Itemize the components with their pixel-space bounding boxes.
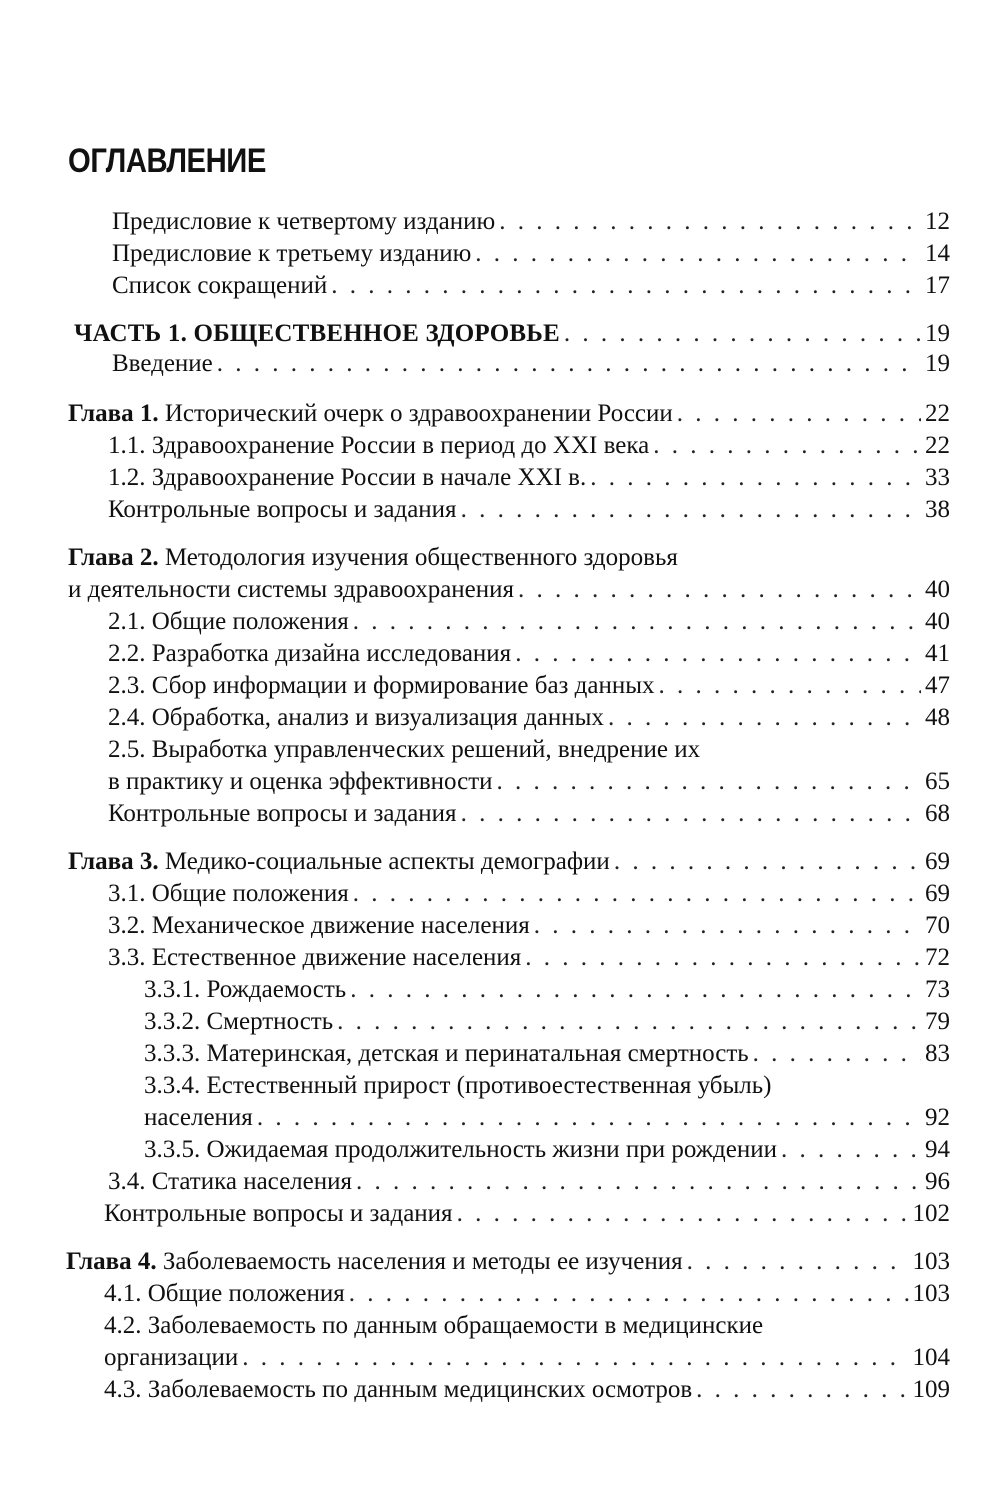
dot-leader [461,494,921,526]
dot-leader [461,798,921,830]
dot-leader [457,1198,909,1230]
page-number: 103 [912,1248,950,1275]
toc-entry [108,766,950,798]
chapter-name: Медико-социальные аспекты демографии [164,848,610,875]
toc-entry-title: 3.1. Общие положения [108,880,349,907]
dot-leader [518,574,921,606]
toc-entry [104,1310,950,1342]
toc-entry [112,348,950,380]
chapter-label: Глава 2. [68,544,159,571]
dot-leader [242,1342,908,1374]
toc-entry [104,1198,950,1230]
dot-leader [353,606,921,638]
page-number: 103 [912,1280,950,1307]
page-number: 40 [925,576,950,603]
dot-leader [608,702,921,734]
dot-leader [515,638,921,670]
dot-leader [497,766,921,798]
page-number: 96 [925,1168,950,1195]
dot-leader [590,462,921,494]
toc-entry-title [68,542,678,574]
toc-entry [108,942,950,974]
toc-entry-title: 3.3.2. Смертность [144,1008,334,1035]
dot-leader [677,398,921,430]
toc-entry-title [66,1246,683,1278]
toc-entry [66,1246,950,1278]
toc-entry [104,1278,950,1310]
toc-entry-title: 3.3.5. Ожидаемая продолжительность жизни при рождении [144,1136,778,1163]
toc-entry-title: ЧАСТЬ 1. ОБЩЕСТВЕННОЕ ЗДОРОВЬЕ [74,320,560,347]
page-number: 47 [925,672,950,699]
dot-leader [696,1374,908,1406]
toc-entry [108,430,950,462]
page-number: 68 [925,800,950,827]
toc-entry [108,702,950,734]
toc-entry-title: Список сокращений [112,272,328,299]
page-number: 79 [925,1008,950,1035]
toc-entry [108,670,950,702]
chapter-name: Заболеваемость населения и методы ее изучения [162,1248,683,1275]
toc-entry-title: Предисловие к четвертому изданию [112,208,496,235]
toc-entry [68,574,950,606]
page-number: 14 [925,240,950,267]
toc-entry [108,878,950,910]
toc-entry [74,318,950,350]
toc-entry-title: 3.3.3. Материнская, детская и перинатальная смертность [144,1040,749,1067]
dot-leader [257,1102,921,1134]
toc-entry [108,606,950,638]
toc-entry [108,734,950,766]
toc-entry [108,638,950,670]
dot-leader [353,878,921,910]
chapter-name: Методология изучения общественного здоровья [164,544,678,571]
page-number: 104 [912,1344,950,1371]
toc-entry [104,1342,950,1374]
dot-leader [564,318,921,350]
toc-entry-title: 3.3. Естественное движение населения [108,944,522,971]
page-number: 17 [925,272,950,299]
toc-entry-title: организации [104,1344,239,1371]
dot-leader [217,348,921,380]
page-number: 22 [925,432,950,459]
toc-entry-title: Контрольные вопросы и задания [108,800,457,827]
page-number: 70 [925,912,950,939]
toc-entry-title: 2.3. Сбор информации и формирование баз данных [108,672,655,699]
toc-entry-title: 2.4. Обработка, анализ и визуализация данных [108,704,604,731]
toc-entry-title: 3.4. Статика населения [108,1168,352,1195]
toc-entry [108,462,950,494]
dot-leader [534,910,921,942]
page-title: ОГЛАВЛЕНИЕ [68,142,266,180]
chapter-label: Глава 1. [68,400,159,427]
toc-entry-title: в практику и оценка эффективности [108,768,493,795]
page-number: 12 [925,208,950,235]
dot-leader [659,670,921,702]
page-number: 19 [925,320,950,347]
page-number: 41 [925,640,950,667]
page-number: 40 [925,608,950,635]
page-number: 33 [925,464,950,491]
toc-entry [112,270,950,302]
toc-entry-title: 4.1. Общие положения [104,1280,345,1307]
toc-entry [144,1102,950,1134]
dot-leader [475,238,921,270]
page-number: 109 [912,1376,950,1403]
toc-entry-title: 3.3.4. Естественный прирост (противоестественная убыль) [144,1072,772,1099]
toc-entry-title: и деятельности системы здравоохранения [68,576,515,603]
toc-entry [108,494,950,526]
page-number: 69 [925,848,950,875]
toc-entry [108,1166,950,1198]
toc-entry [104,1374,950,1406]
toc-entry [108,798,950,830]
toc-entry-title: 4.3. Заболеваемость по данным медицинских осмотров [104,1376,693,1403]
chapter-name: Исторический очерк о здравоохранении России [164,400,673,427]
dot-leader [653,430,921,462]
toc-entry [144,1070,950,1102]
page-number: 83 [925,1040,950,1067]
page-number: 102 [912,1200,950,1227]
dot-leader [337,1006,921,1038]
chapter-label: Глава 3. [68,848,159,875]
toc-entry-title: 1.1. Здравоохранение России в период до XXI века [108,432,650,459]
dot-leader [356,1166,921,1198]
toc-entry [68,542,950,574]
toc-entry [68,846,950,878]
page-number: 94 [925,1136,950,1163]
toc-entry-title: Предисловие к третьему изданию [112,240,472,267]
toc-entry-title: населения [144,1104,253,1131]
toc-entry-title: 3.3.1. Рождаемость [144,976,347,1003]
toc-entry [112,238,950,270]
page-number: 72 [925,944,950,971]
dot-leader [753,1038,921,1070]
page-number: 65 [925,768,950,795]
page-number: 22 [925,400,950,427]
page-number: 73 [925,976,950,1003]
toc-entry-title: 3.2. Механическое движение населения [108,912,530,939]
toc-entry [144,1134,950,1166]
toc-entry-title: Контрольные вопросы и задания [108,496,457,523]
toc-entry [144,1038,950,1070]
dot-leader [525,942,921,974]
page-number: 48 [925,704,950,731]
toc-entry [112,206,950,238]
toc-entry-title [68,398,673,430]
toc-entry [108,910,950,942]
dot-leader [781,1134,921,1166]
toc-entry [68,398,950,430]
page-number: 69 [925,880,950,907]
toc-entry-title [68,846,610,878]
page-number: 92 [925,1104,950,1131]
dot-leader [349,1278,909,1310]
toc-entry-title: 4.2. Заболеваемость по данным обращаемости в медицинские [104,1312,764,1339]
toc-entry [144,1006,950,1038]
toc-entry-title: 2.5. Выработка управленческих решений, внедрение их [108,736,701,763]
dot-leader [331,270,921,302]
toc-entry-title: 2.1. Общие положения [108,608,349,635]
dot-leader [614,846,921,878]
toc-entry-title: 1.2. Здравоохранение России в начале XXI в. [108,464,587,491]
toc-entry-title: 2.2. Разработка дизайна исследования [108,640,512,667]
page-number: 38 [925,496,950,523]
toc-entry [144,974,950,1006]
toc-entry-title: Контрольные вопросы и задания [104,1200,453,1227]
dot-leader [350,974,921,1006]
dot-leader [499,206,921,238]
dot-leader [687,1246,909,1278]
toc-entry-title: Введение [112,350,213,377]
chapter-label: Глава 4. [66,1248,157,1275]
page-number: 19 [925,350,950,377]
